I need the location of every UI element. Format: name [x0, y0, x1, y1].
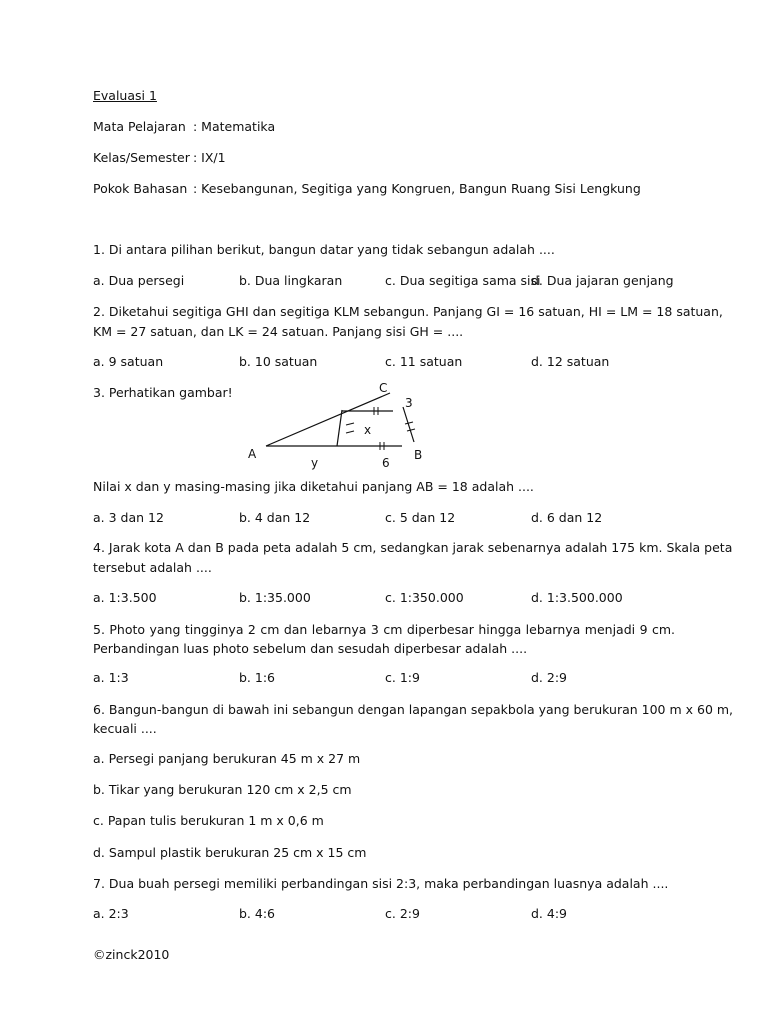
question-2-option-d: d. 12 satuan: [531, 354, 610, 369]
meta-value: : Matematika: [193, 119, 276, 134]
question-6-text-line2: kecuali ....: [93, 721, 157, 736]
question-5-option-d: d. 2:9: [531, 670, 567, 685]
question-7-option-c: c. 2:9: [385, 906, 420, 921]
question-1-option-d: d. Dua jajaran genjang: [531, 273, 674, 288]
label-y: y: [311, 456, 319, 470]
question-5-option-c: c. 1:9: [385, 670, 420, 685]
question-4-option-c: c. 1:350.000: [385, 590, 464, 605]
question-7-option-b: b. 4:6: [239, 906, 275, 921]
side-ac: [266, 393, 390, 446]
question-4-option-a: a. 1:3.500: [93, 590, 157, 605]
meta-value: : IX/1: [193, 150, 226, 165]
question-2-option-c: c. 11 satuan: [385, 354, 463, 369]
question-4-text-line2: tersebut adalah ....: [93, 560, 212, 575]
question-5-text-line1: 5. Photo yang tingginya 2 cm dan lebarnya 3 cm diperbesar hingga lebarnya menjadi 9 cm.: [93, 622, 675, 637]
question-6-option-b: b. Tikar yang berukuran 120 cm x 2,5 cm: [93, 782, 352, 797]
question-2-text-line2: KM = 27 satuan, dan LK = 24 satuan. Panjang sisi GH = ....: [93, 324, 464, 339]
meta-value: : Kesebangunan, Segitiga yang Kongruen, Bangun Ruang Sisi Lengkung: [193, 181, 641, 196]
question-3-option-d: d. 6 dan 12: [531, 510, 603, 525]
label-c: C: [379, 381, 388, 395]
question-1-option-c: c. Dua segitiga sama sisi: [385, 273, 541, 288]
tick-mark: [405, 422, 413, 424]
question-2-option-b: b. 10 satuan: [239, 354, 318, 369]
question-1-text: 1. Di antara pilihan berikut, bangun datar yang tidak sebangun adalah ....: [93, 242, 555, 257]
question-3-question: Nilai x dan y masing-masing jika diketahui panjang AB = 18 adalah ....: [93, 479, 534, 494]
label-3: 3: [405, 396, 413, 410]
document-title: Evaluasi 1: [93, 88, 157, 103]
tick-mark: [346, 431, 354, 433]
question-4-text-line1: 4. Jarak kota A dan B pada peta adalah 5 cm, sedangkan jarak sebenarnya adalah 175 km. Skala peta: [93, 540, 733, 555]
label-6: 6: [382, 456, 390, 470]
question-3-text: 3. Perhatikan gambar!: [93, 385, 233, 400]
question-4-option-d: d. 1:3.500.000: [531, 590, 623, 605]
question-5-option-b: b. 1:6: [239, 670, 275, 685]
question-6-option-c: c. Papan tulis berukuran 1 m x 0,6 m: [93, 813, 324, 828]
question-2-text-line1: 2. Diketahui segitiga GHI dan segitiga KLM sebangun. Panjang GI = 16 satuan, HI = LM = 18 satuan,: [93, 304, 723, 319]
question-6-option-d: d. Sampul plastik berukuran 25 cm x 15 cm: [93, 845, 367, 860]
question-7-text: 7. Dua buah persegi memiliki perbandingan sisi 2:3, maka perbandingan luasnya adalah ....: [93, 876, 669, 891]
footer-credit: ©zinck2010: [93, 947, 170, 962]
label-b: B: [414, 448, 423, 462]
question-7-option-d: d. 4:9: [531, 906, 567, 921]
question-3-option-b: b. 4 dan 12: [239, 510, 311, 525]
meta-label: Mata Pelajaran: [93, 119, 186, 134]
question-3-option-a: a. 3 dan 12: [93, 510, 164, 525]
question-7-option-a: a. 2:3: [93, 906, 129, 921]
question-6-text-line1: 6. Bangun-bangun di bawah ini sebangun dengan lapangan sepakbola yang berukuran 100 m x 60 m,: [93, 702, 734, 717]
question-5-option-a: a. 1:3: [93, 670, 129, 685]
question-1-option-b: b. Dua lingkaran: [239, 273, 343, 288]
label-x: x: [364, 423, 372, 437]
question-1-option-a: a. Dua persegi: [93, 273, 185, 288]
question-5-text-line2: Perbandingan luas photo sebelum dan sesudah diperbesar adalah ....: [93, 641, 528, 656]
triangle-figure: [240, 376, 440, 476]
question-4-option-b: b. 1:35.000: [239, 590, 311, 605]
question-2-option-a: a. 9 satuan: [93, 354, 164, 369]
side-cb: [403, 407, 414, 442]
label-a: A: [248, 447, 257, 461]
question-3-option-c: c. 5 dan 12: [385, 510, 456, 525]
meta-label: Pokok Bahasan: [93, 181, 188, 196]
question-6-option-a: a. Persegi panjang berukuran 45 m x 27 m: [93, 751, 361, 766]
meta-label: Kelas/Semester: [93, 150, 190, 165]
tick-mark: [346, 423, 354, 425]
